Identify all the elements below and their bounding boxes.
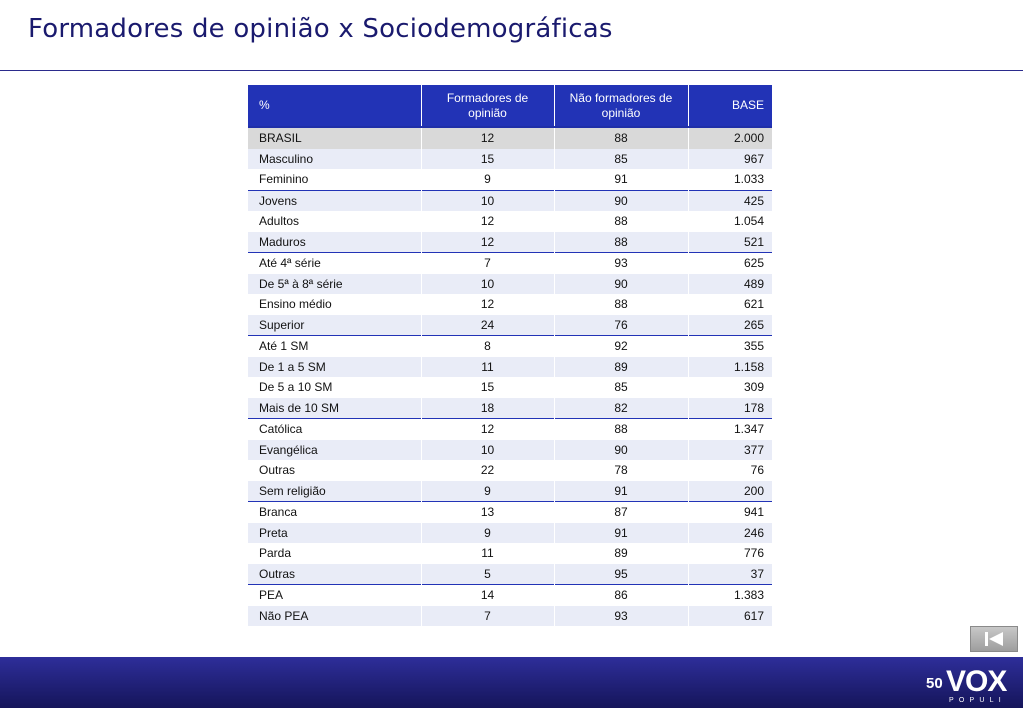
cell-nao-formadores: 91 (554, 169, 688, 190)
svg-text:VOX: VOX (946, 665, 1007, 698)
table-row (248, 502, 772, 523)
row-label: Católica (248, 419, 421, 440)
cell-base: 2.000 (688, 127, 772, 149)
table-row (248, 149, 772, 170)
cell-nao-formadores: 76 (554, 315, 688, 336)
row-label: De 5 a 10 SM (248, 377, 421, 398)
cell-base: 625 (688, 253, 772, 274)
row-label: BRASIL (248, 127, 421, 149)
back-to-start-button[interactable] (970, 626, 1018, 652)
vox-populi-logo (946, 662, 1018, 704)
cell-formadores: 14 (421, 585, 554, 606)
row-label: Preta (248, 523, 421, 544)
row-label: Mais de 10 SM (248, 398, 421, 419)
table-row (248, 315, 772, 336)
cell-nao-formadores: 95 (554, 564, 688, 585)
header-base: BASE (688, 85, 772, 127)
table-row (248, 190, 772, 211)
title-divider (0, 70, 1023, 71)
cell-base: 425 (688, 190, 772, 211)
row-label: Outras (248, 460, 421, 481)
table-row (248, 253, 772, 274)
cell-base: 246 (688, 523, 772, 544)
table-row (248, 481, 772, 502)
table-row (248, 169, 772, 190)
cell-formadores: 12 (421, 232, 554, 253)
table-row (248, 336, 772, 357)
table-row (248, 564, 772, 585)
sociodemographic-table (248, 85, 772, 626)
cell-base: 967 (688, 149, 772, 170)
table-row (248, 294, 772, 315)
cell-base: 776 (688, 543, 772, 564)
table-row (248, 274, 772, 295)
cell-base: 489 (688, 274, 772, 295)
cell-formadores: 12 (421, 419, 554, 440)
cell-nao-formadores: 82 (554, 398, 688, 419)
cell-base: 1.054 (688, 211, 772, 232)
cell-base: 617 (688, 606, 772, 627)
footer-bar (0, 657, 1023, 708)
row-label: Sem religião (248, 481, 421, 502)
row-label: Branca (248, 502, 421, 523)
cell-base: 621 (688, 294, 772, 315)
table-row (248, 377, 772, 398)
row-label: Parda (248, 543, 421, 564)
cell-base: 1.347 (688, 419, 772, 440)
cell-nao-formadores: 90 (554, 440, 688, 461)
row-label: PEA (248, 585, 421, 606)
cell-formadores: 9 (421, 481, 554, 502)
cell-base: 1.383 (688, 585, 772, 606)
row-label: Jovens (248, 190, 421, 211)
table-row (248, 440, 772, 461)
cell-formadores: 10 (421, 190, 554, 211)
header-percent: % (248, 85, 421, 127)
row-label: Adultos (248, 211, 421, 232)
row-label: Ensino médio (248, 294, 421, 315)
cell-base: 521 (688, 232, 772, 253)
cell-formadores: 9 (421, 523, 554, 544)
cell-nao-formadores: 89 (554, 543, 688, 564)
table-header-row (248, 85, 772, 127)
cell-nao-formadores: 90 (554, 274, 688, 295)
cell-formadores: 13 (421, 502, 554, 523)
cell-base: 1.033 (688, 169, 772, 190)
row-label: Até 1 SM (248, 336, 421, 357)
cell-formadores: 18 (421, 398, 554, 419)
cell-nao-formadores: 90 (554, 190, 688, 211)
cell-nao-formadores: 86 (554, 585, 688, 606)
cell-formadores: 7 (421, 606, 554, 627)
row-label: Até 4ª série (248, 253, 421, 274)
cell-formadores: 22 (421, 460, 554, 481)
table-row (248, 460, 772, 481)
cell-formadores: 15 (421, 377, 554, 398)
cell-formadores: 10 (421, 274, 554, 295)
cell-nao-formadores: 88 (554, 419, 688, 440)
cell-nao-formadores: 89 (554, 357, 688, 378)
cell-base: 178 (688, 398, 772, 419)
cell-formadores: 5 (421, 564, 554, 585)
cell-base: 200 (688, 481, 772, 502)
table-row (248, 398, 772, 419)
svg-text:POPULI: POPULI (949, 697, 1006, 704)
row-label: Evangélica (248, 440, 421, 461)
cell-formadores: 7 (421, 253, 554, 274)
cell-formadores: 12 (421, 294, 554, 315)
row-label: Feminino (248, 169, 421, 190)
cell-formadores: 8 (421, 336, 554, 357)
cell-base: 37 (688, 564, 772, 585)
page-number: 50 (926, 675, 943, 692)
cell-nao-formadores: 87 (554, 502, 688, 523)
row-label: Não PEA (248, 606, 421, 627)
cell-nao-formadores: 91 (554, 523, 688, 544)
skip-to-start-icon (983, 631, 1005, 647)
cell-nao-formadores: 88 (554, 232, 688, 253)
table-body (248, 127, 772, 626)
cell-nao-formadores: 88 (554, 127, 688, 149)
cell-nao-formadores: 78 (554, 460, 688, 481)
cell-formadores: 9 (421, 169, 554, 190)
cell-base: 377 (688, 440, 772, 461)
table-row (248, 211, 772, 232)
row-label: Outras (248, 564, 421, 585)
row-label: De 1 a 5 SM (248, 357, 421, 378)
cell-formadores: 11 (421, 543, 554, 564)
cell-nao-formadores: 93 (554, 606, 688, 627)
cell-nao-formadores: 92 (554, 336, 688, 357)
cell-formadores: 12 (421, 127, 554, 149)
cell-formadores: 24 (421, 315, 554, 336)
row-label: Superior (248, 315, 421, 336)
row-label: De 5ª à 8ª série (248, 274, 421, 295)
table-row (248, 543, 772, 564)
cell-formadores: 12 (421, 211, 554, 232)
cell-nao-formadores: 93 (554, 253, 688, 274)
cell-formadores: 11 (421, 357, 554, 378)
cell-base: 309 (688, 377, 772, 398)
cell-nao-formadores: 88 (554, 294, 688, 315)
table-row (248, 585, 772, 606)
table-row (248, 127, 772, 149)
cell-formadores: 15 (421, 149, 554, 170)
cell-base: 1.158 (688, 357, 772, 378)
cell-nao-formadores: 88 (554, 211, 688, 232)
table-row (248, 232, 772, 253)
table-row (248, 523, 772, 544)
table-row (248, 419, 772, 440)
cell-base: 355 (688, 336, 772, 357)
table-row (248, 606, 772, 627)
cell-formadores: 10 (421, 440, 554, 461)
cell-nao-formadores: 91 (554, 481, 688, 502)
cell-base: 941 (688, 502, 772, 523)
row-label: Masculino (248, 149, 421, 170)
cell-base: 76 (688, 460, 772, 481)
row-label: Maduros (248, 232, 421, 253)
table-row (248, 357, 772, 378)
header-nao-formadores: Não formadores de opinião (554, 85, 688, 127)
cell-nao-formadores: 85 (554, 149, 688, 170)
cell-base: 265 (688, 315, 772, 336)
header-formadores: Formadores de opinião (421, 85, 554, 127)
cell-nao-formadores: 85 (554, 377, 688, 398)
slide-title: Formadores de opinião x Sociodemográficas (28, 14, 613, 44)
